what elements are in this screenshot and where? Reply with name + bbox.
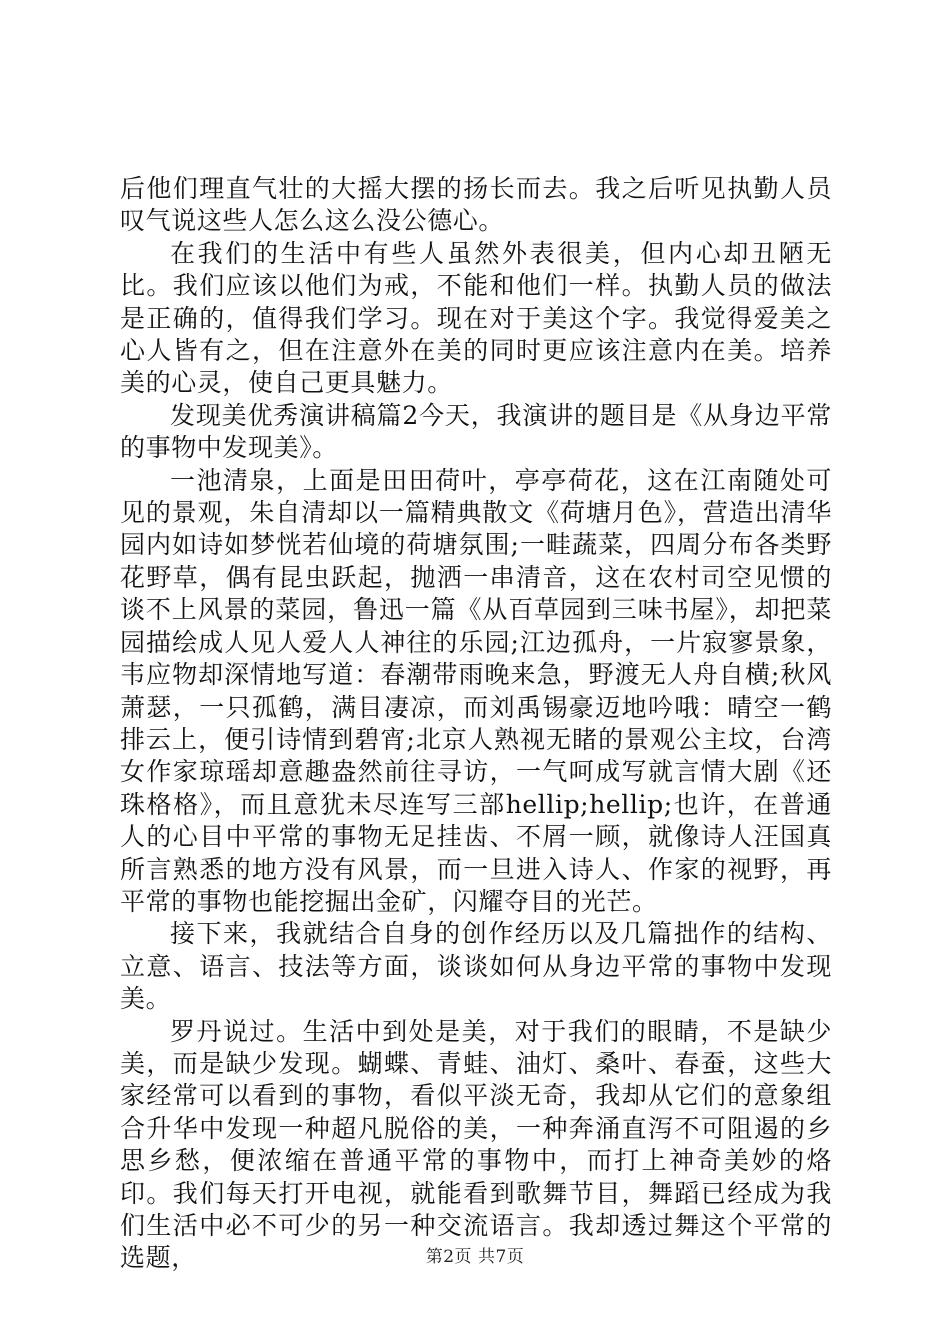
document-body bbox=[120, 173, 832, 1275]
paragraph-5: 接下来，我就结合自身的创作经历以及几篇拙作的结构、立意、语言、技法等方面，谈谈如何从身边平常的事物中发现美。 bbox=[120, 919, 832, 1014]
paragraph-3: 发现美优秀演讲稿篇2今天，我演讲的题目是《从身边平常的事物中发现美》。 bbox=[120, 400, 832, 463]
paragraph-4: 一池清泉，上面是田田荷叶，亭亭荷花，这在江南随处可见的景观，朱自清却以一篇精典散文《荷塘月色》，营造出清华园内如诗如梦恍若仙境的荷塘氛围;一畦蔬菜，四周分布各类野花野草，偶有昆虫跃起，抛洒一串清音，这在农村司空见惯的谈不上风景的菜园，鲁迅一篇《从百草园到三味书屋》，却把菜园描绘成人见人爱人人神往的乐园;江边孤舟，一片寂寥景象，韦应物却深情地写道：春潮带雨晚来急，野渡无人舟自横;秋风萧瑟，一只孤鹤，满目凄凉，而刘禹锡豪迈地吟哦：晴空一鹤排云上，便引诗情到碧宵;北京人熟视无睹的景观公主坟，台湾女作家琼瑶却意趣盎然前往寻访，一气呵成写就言情大剧《还珠格格》，而且意犹未尽连写三部hellip;hellip;也许，在普通人的心目中平常的事物无足挂齿、不屑一顾，就像诗人汪国真所言熟悉的地方没有风景，而一旦进入诗人、作家的视野，再平常的事物也能挖掘出金矿，闪耀夺目的光芒。 bbox=[120, 465, 832, 916]
paragraph-6: 罗丹说过。生活中到处是美，对于我们的眼睛，不是缺少美，而是缺少发现。蝴蝶、青蛙、油灯、桑叶、春蚕，这些大家经常可以看到的事物，看似平淡无奇，我却从它们的意象组合升华中发现一种超凡脱俗的美，一种奔涌直泻不可阻遏的乡思乡愁，便浓缩在普通平常的事物中，而打上神奇美妙的烙印。我们每天打开电视，就能看到歌舞节目，舞蹈已经成为我们生活中必不可少的另一种交流语言。我却透过舞这个平常的选题， bbox=[120, 1016, 832, 1273]
page-number-footer: 第2页 共7页 bbox=[425, 1247, 525, 1267]
paragraph-2: 在我们的生活中有些人虽然外表很美，但内心却丑陋无比。我们应该以他们为戒，不能和他们一样。执勤人员的做法是正确的，值得我们学习。现在对于美这个字。我觉得爱美之心人皆有之，但在注意外在美的同时更应该注意内在美。培养美的心灵，使自己更具魅力。 bbox=[120, 238, 832, 398]
paragraph-1: 后他们理直气壮的大摇大摆的扬长而去。我之后听见执勤人员叹气说这些人怎么这么没公德心。 bbox=[120, 174, 832, 236]
